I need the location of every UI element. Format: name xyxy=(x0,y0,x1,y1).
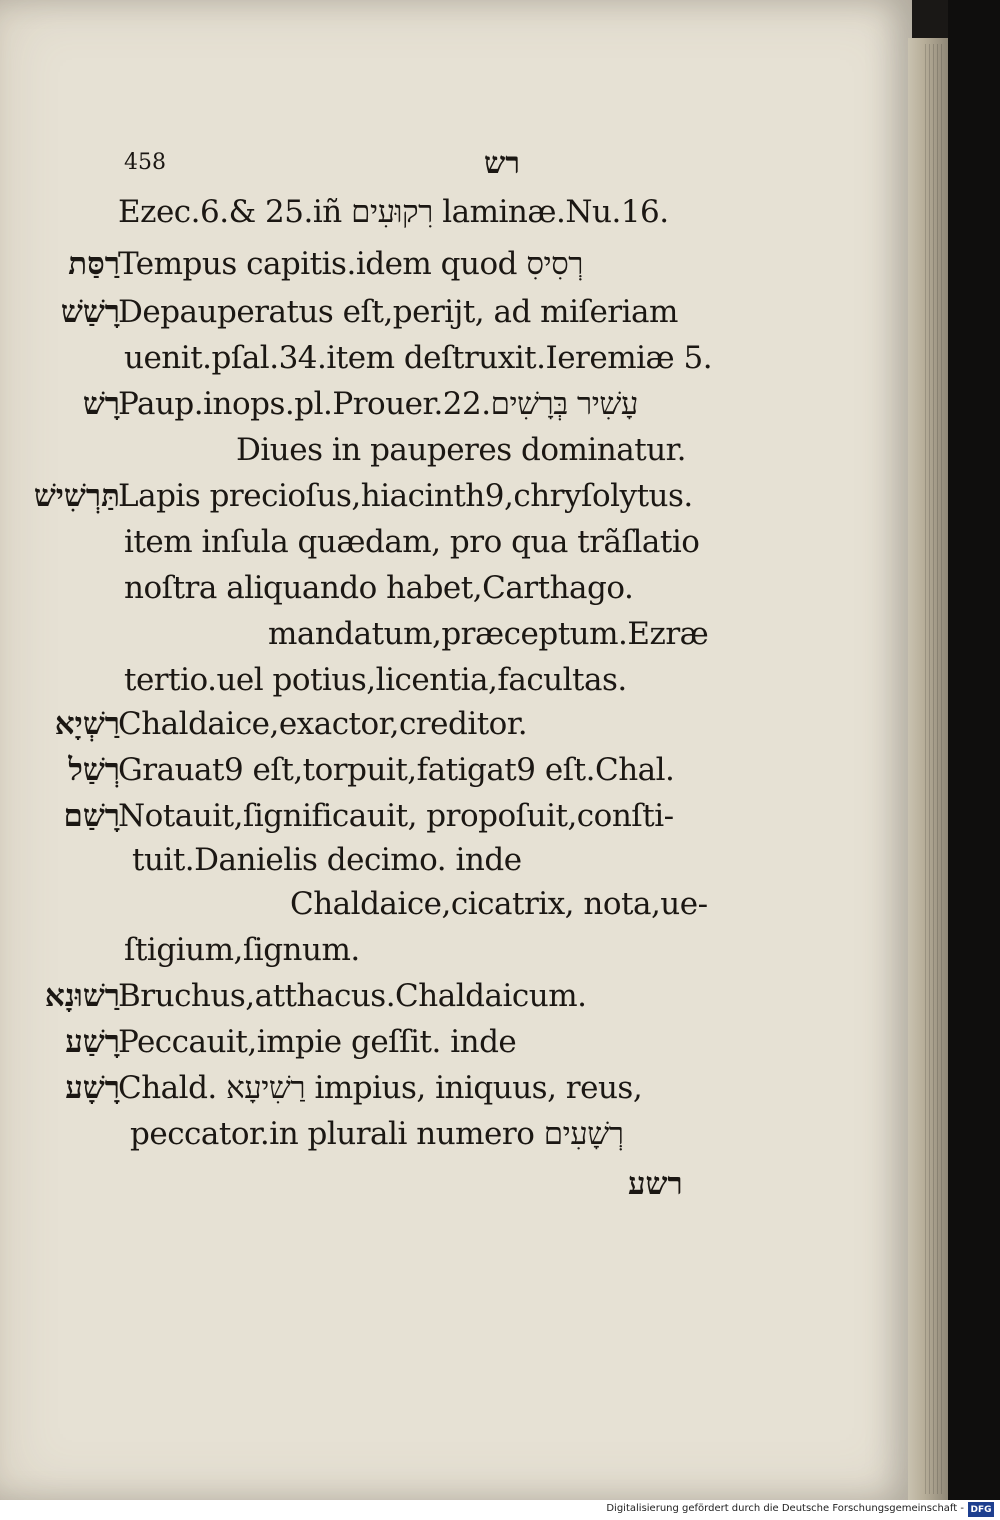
text-line xyxy=(0,188,712,236)
text-line xyxy=(0,792,712,840)
running-head: רש xyxy=(484,146,520,181)
headword: רָשַׁם xyxy=(63,798,120,834)
line-text: Notauit,ſignificauit, propoſuit,conſti- xyxy=(118,798,674,834)
headword: רָשָׁע xyxy=(65,1070,120,1106)
line-text: item inſula quædam, pro qua trãſlatio xyxy=(124,524,700,560)
line-text: uenit.pſal.34.item deſtruxit.Ieremiæ 5. xyxy=(124,340,713,376)
line-text: Chald. רַשִׁיעָא impius, iniquus, reus, xyxy=(118,1070,643,1106)
headword: תַּרְשִׁישׁ xyxy=(33,478,120,514)
line-text: Bruchus,atthacus.Chaldaicum. xyxy=(118,978,587,1014)
text-line xyxy=(0,880,712,928)
line-text: Chaldaice,cicatrix, nota,ue- xyxy=(290,886,708,922)
text-line xyxy=(0,926,712,974)
line-text: mandatum,præceptum.Ezræ xyxy=(268,616,709,652)
headword: רָשַׁשׁ xyxy=(60,294,120,330)
line-text: Depauperatus eſt,perijt, ad miſeriam xyxy=(118,294,678,330)
line-text: noſtra aliquando habet,Carthago. xyxy=(124,570,634,606)
headword: רָשׁ xyxy=(82,386,120,422)
text-line xyxy=(0,656,712,704)
text-line xyxy=(0,746,712,794)
page-edges xyxy=(925,44,943,1494)
text-line xyxy=(0,288,712,336)
page-number: 458 xyxy=(124,150,166,175)
line-text: Ezec.6.& 25.iñ רִקוּעִים laminæ.Nu.16. xyxy=(118,194,669,230)
line-text: Grauat9 eſt,torpuit,fatigat9 eſt.Chal. xyxy=(118,752,675,788)
line-text: Peccauit,impie geſſit. inde xyxy=(118,1024,517,1060)
text-line xyxy=(0,518,712,566)
text-line xyxy=(0,836,712,884)
line-text: Chaldaice,exactor,creditor. xyxy=(118,706,528,742)
headword: רַסַּת xyxy=(68,246,120,282)
catchword: רשע xyxy=(628,1166,683,1202)
footer-credit: Digitalisierung gefördert durch die Deutsche Forschungsgemeinschaft - xyxy=(606,1503,964,1514)
text-line xyxy=(0,1064,712,1112)
text-line xyxy=(0,472,712,520)
headword: רַשְׁיָא xyxy=(54,706,120,742)
text-line xyxy=(0,972,712,1020)
text-line xyxy=(0,240,712,288)
text-line xyxy=(0,700,712,748)
line-text: tertio.uel potius,licentia,facultas. xyxy=(124,662,627,698)
line-text: tuit.Danielis decimo. inde xyxy=(132,842,522,878)
text-line xyxy=(0,380,712,428)
text-line xyxy=(0,610,712,658)
text-line xyxy=(0,564,712,612)
headword: רְשַׁל xyxy=(68,752,120,788)
text-line xyxy=(0,334,712,382)
line-text: ſtigium,ſignum. xyxy=(124,932,360,968)
line-text: Paup.inops.pl.Prouer.22.עָשִׁיר בְּרָשִׁים xyxy=(118,386,638,422)
line-text: Diues in pauperes dominatur. xyxy=(236,432,686,468)
line-text: Lapis precioſus,hiacinth9,chryſolytus. xyxy=(118,478,693,514)
text-line xyxy=(0,426,712,474)
line-text: peccator.in plurali numero רְשָׁעִים xyxy=(130,1116,624,1152)
headword: רָשַׁע xyxy=(65,1024,120,1060)
text-line xyxy=(0,1110,712,1158)
line-text: Tempus capitis.idem quod רְסִיסִ xyxy=(118,246,583,282)
dfg-logo-icon: DFG xyxy=(968,1502,994,1517)
text-line xyxy=(0,1018,712,1066)
headword: רַשׁוּנָא xyxy=(44,978,120,1014)
scan-background xyxy=(948,0,1000,1500)
